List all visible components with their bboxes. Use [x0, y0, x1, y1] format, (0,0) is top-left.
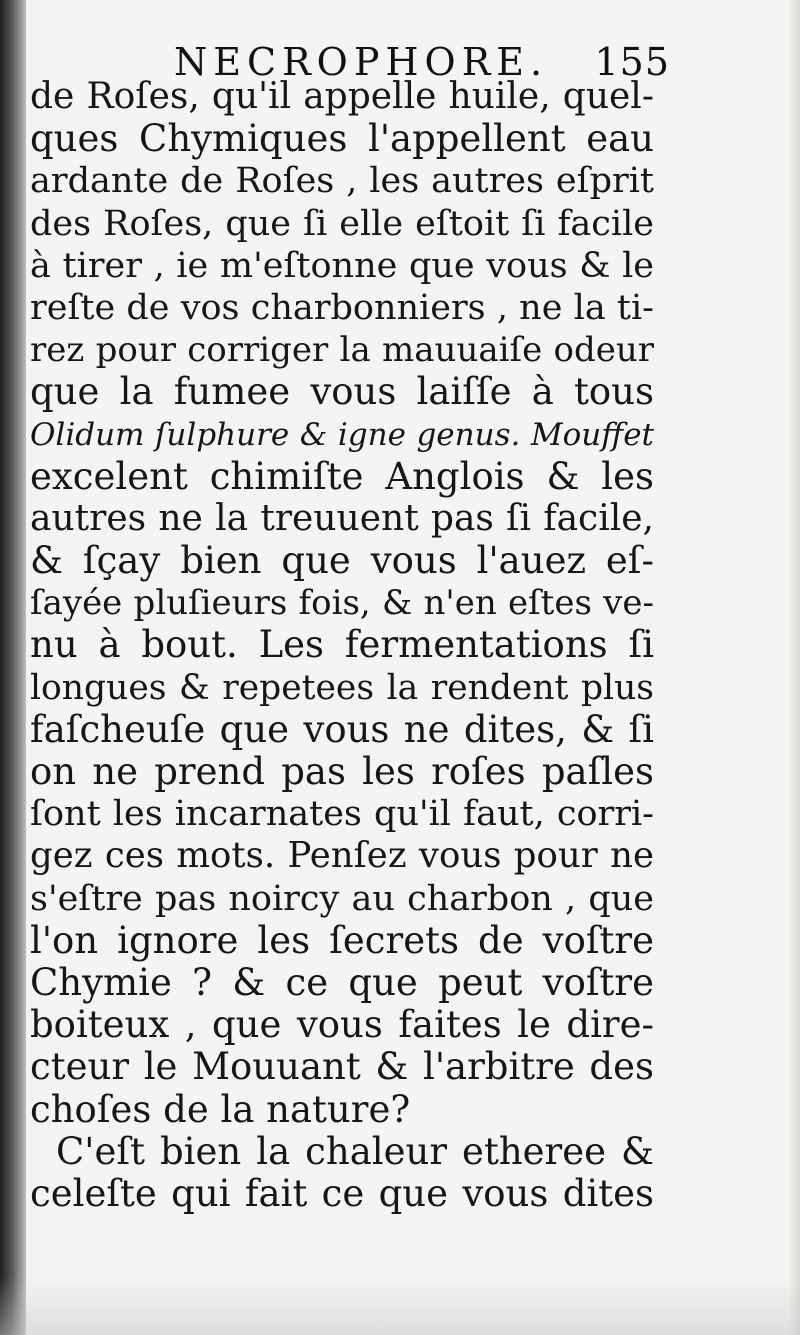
text-line-paragraph-start: C'eſt bien la chaleur etheree &: [56, 1129, 654, 1173]
text-line: excelent chimiſte Anglois & les: [30, 454, 654, 498]
text-line: des Roſes, que ſi elle eſtoit ſi facile: [30, 203, 654, 244]
text-line: on ne prend pas les roſes paſles: [30, 750, 654, 793]
text-line: s'eſtre pas noircy au charbon , que: [30, 878, 654, 919]
text-line: longues & repetees la rendent plus: [30, 667, 654, 708]
text-line: gez ces mots. Penſez vous pour ne: [30, 835, 654, 877]
text-line: cteur le Mouuant & l'arbitre des: [30, 1045, 654, 1089]
text-line-latin-quote: Olidum ſulphure & igne genus. Mouffet: [30, 416, 654, 453]
gutter-shadow: [0, 0, 26, 1335]
text-line: de Roſes, qu'il appelle huile, quel-: [30, 76, 654, 117]
text-line: celeſte qui fait ce que vous dites: [30, 1171, 654, 1215]
text-line: ſayée pluſieurs fois, & n'en eſtes ve-: [30, 583, 654, 624]
text-line: à tirer , ie m'eſtonne que vous & le: [30, 245, 654, 286]
text-line: reſte de vos charbonniers , ne la ti-: [30, 287, 654, 328]
text-line-paragraph-end: choſes de la nature?: [30, 1087, 411, 1131]
body-text: [30, 76, 654, 1215]
page-edge: [788, 0, 800, 1335]
text-line: nu à bout. Les fermentations ſi: [30, 623, 654, 667]
text-line: ques Chymiques l'appellent eau: [30, 117, 654, 161]
text-line: & ſçay bien que vous l'auez eſ-: [30, 539, 654, 583]
text-line: faſcheuſe que vous ne dites, & ſi: [30, 707, 654, 751]
text-line: boiteux , que vous faites le dire-: [30, 1003, 654, 1047]
text-line: ſont les incarnates qu'il faut, corri-: [30, 794, 654, 835]
text-line: autres ne la treuuent pas ſi facile,: [30, 497, 654, 539]
text-line: l'on ignore les ſecrets de voſtre: [30, 918, 654, 962]
page-bottom-shade: [0, 1275, 800, 1335]
text-line: ardante de Roſes , les autres eſprit: [30, 161, 654, 202]
running-title: NECROPHORE.: [174, 40, 549, 84]
text-line: Chymie ? & ce que peut voſtre: [30, 960, 654, 1004]
text-line: que la fumee vous laiſſe à tous: [30, 370, 654, 414]
text-line: rez pour corriger la mauuaiſe odeur: [30, 330, 654, 371]
page-number: 155: [594, 40, 670, 84]
